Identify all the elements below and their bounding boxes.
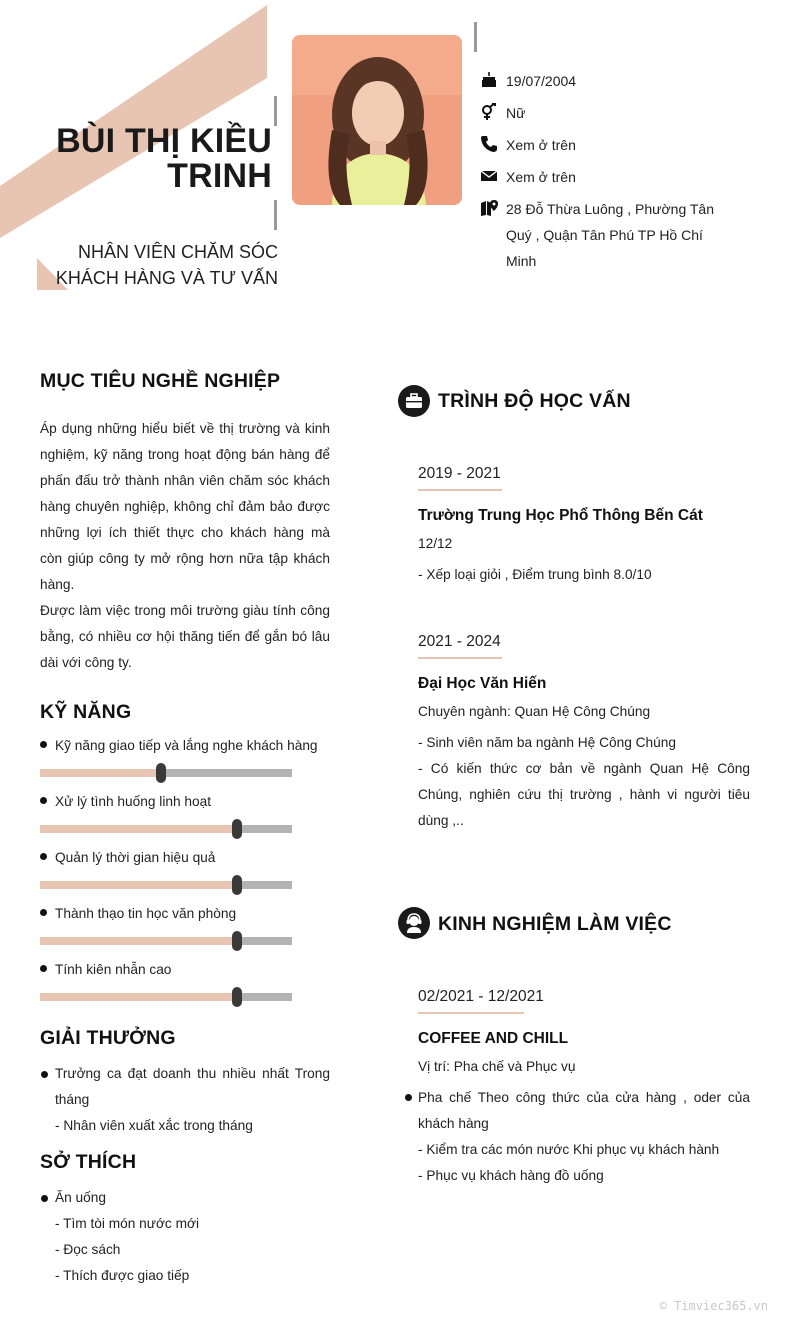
divider-bar [274,96,277,126]
job-duty: - Phục vụ khách hàng đồ uống [418,1168,604,1183]
contact-birthday: 19/07/2004 [480,68,720,94]
school-name: Đại Học Văn Hiến [418,675,547,692]
skill-level-bar [40,769,292,777]
bullet [40,853,47,860]
divider-bar [474,22,477,52]
bullet [41,1195,48,1202]
skill-level-knob [232,987,242,1007]
company-name: COFFEE AND CHILL [418,1030,569,1047]
bullet [40,741,47,748]
skill-level-fill [40,993,237,1001]
contact-gender: Nữ [480,100,720,126]
bullet [40,797,47,804]
skill-level-fill [40,825,237,833]
hobby-item: - Đọc sách [55,1242,121,1257]
education-detail: - Có kiến thức cơ bản về ngành Quan Hệ Công Chúng, nghiên cứu thị trường , hành vi người tiêu dùng ,.. [418,761,750,828]
hobby-item: - Tìm tòi món nước mới [55,1216,199,1231]
skill-level-knob [232,875,242,895]
skill-label: Thành thạo tin học văn phòng [40,906,236,921]
experience-period: 02/2021 - 12/2021 [418,988,544,1005]
objective-paragraph: Áp dụng những hiểu biết về thị trường và kinh nghiệm, kỹ năng trong hoạt động bán hàng để phấn đấu trở thành nhân viên chăm sóc khách hàng chuyên nghiệp, không chỉ đảm bảo được những lợi ích thiết thực cho khách hàng mà còn giúp công ty mở rộng hơn nữa tập khách hàng. [40,421,330,592]
skill-label: Xử lý tình huống linh hoạt [40,794,211,809]
bullet [41,1071,48,1078]
job-position: Vị trí: Pha chế và Phục vụ [418,1059,576,1074]
skill-level-fill [40,881,237,889]
hobby-item: - Thích được giao tiếp [55,1268,190,1283]
contact-email: Xem ở trên [480,164,720,190]
watermark: © Timviec365.vn [659,1299,768,1313]
education-period: 2019 - 2021 [418,465,501,482]
job-duty: - Kiểm tra các món nước Khi phục vụ khách hành [418,1142,720,1157]
skill-level-bar [40,881,292,889]
education-period: 2021 - 2024 [418,633,501,650]
hobby-item: Ăn uống [55,1190,106,1205]
education-detail: - Sinh viên năm ba ngành Hệ Công Chúng [418,735,676,750]
period-underline [418,657,502,659]
skill-level-fill [40,769,161,777]
awards-heading: GIẢI THƯỞNG [40,1027,176,1049]
education-detail: Chuyên ngành: Quan Hệ Công Chúng [418,704,651,719]
map-pin-icon [480,199,498,217]
contact-address: 28 Đỗ Thừa Luông , Phường Tân Quý , Quận Tân Phú TP Hồ Chí Minh [480,196,720,274]
school-name: Trường Trung Học Phổ Thông Bến Cát [418,507,703,524]
divider-bar [274,200,277,230]
education-detail: 12/12 [418,536,453,551]
period-underline [418,1012,524,1014]
skills-heading: KỸ NĂNG [40,701,132,723]
skill-label: Tính kiên nhẫn cao [40,962,171,977]
envelope-icon [480,167,498,185]
skill-level-knob [232,819,242,839]
objective-paragraph: Được làm việc trong môi trường giàu tính công bằng, có nhiều cơ hội thăng tiến để gắn bó lâu dài với công ty. [40,603,330,670]
job-title: NHÂN VIÊN CHĂM SÓC KHÁCH HÀNG VÀ TƯ VẤN [55,242,278,288]
candidate-name: BÙI THỊ KIỀU TRINH [56,122,272,195]
briefcase-icon [398,385,430,417]
skill-level-knob [232,931,242,951]
gender-icon [480,103,498,121]
award-item: - Nhân viên xuất xắc trong tháng [55,1118,253,1133]
award-item: Trưởng ca đạt doanh thu nhiều nhất Trong tháng [55,1066,330,1107]
skill-level-knob [156,763,166,783]
skill-level-bar [40,825,292,833]
job-duty: Pha chế Theo công thức của cửa hàng , oder của khách hàng [418,1090,750,1131]
period-underline [418,489,502,491]
phone-icon [480,135,498,153]
hobbies-heading: SỞ THÍCH [40,1151,137,1173]
skill-label: Kỹ năng giao tiếp và lắng nghe khách hàng [40,738,318,753]
bullet [405,1094,412,1101]
bullet [40,965,47,972]
bullet [40,909,47,916]
profile-photo [292,35,462,205]
skill-level-bar [40,937,292,945]
skill-label: Quản lý thời gian hiệu quả [40,850,215,865]
education-heading: TRÌNH ĐỘ HỌC VẤN [438,390,631,412]
user-headset-icon [398,907,430,939]
objective-heading: MỤC TIÊU NGHỀ NGHIỆP [40,370,281,392]
skill-level-bar [40,993,292,1001]
education-detail: - Xếp loại giỏi , Điểm trung bình 8.0/10 [418,567,652,582]
contact-phone: Xem ở trên [480,132,720,158]
cake-icon [480,71,498,89]
experience-heading: KINH NGHIỆM LÀM VIỆC [438,913,672,935]
skill-level-fill [40,937,237,945]
